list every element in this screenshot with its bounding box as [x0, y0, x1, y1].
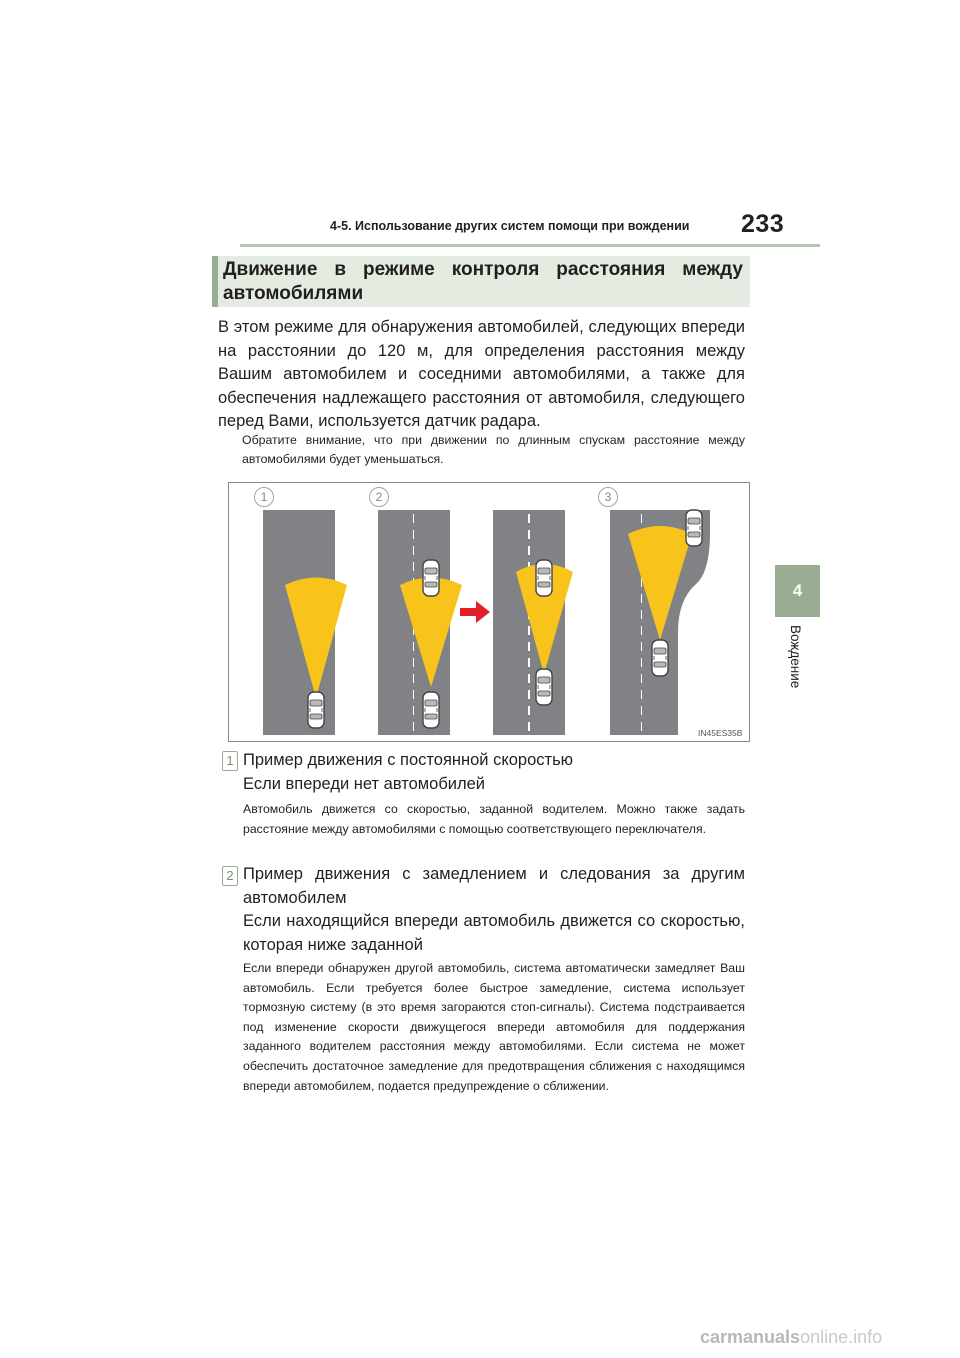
- item-2-title-line: Пример движения с замедлением и следования за другим автомобилем: [243, 865, 745, 907]
- item-1-number: 1: [222, 751, 238, 771]
- chapter-label: [785, 625, 811, 700]
- intro-paragraph: В этом режиме для обнаружения автомобилей, следующих впереди на расстоянии до 120 м, для определения расстояния между Вашим автомобилем и соседними автомобилями, а также для обеспечения надлежащего расстояния от автомобиля, следующего перед Вами, используется датчик радара.: [218, 318, 745, 430]
- watermark-part1: carmanuals: [700, 1327, 801, 1347]
- chapter-tab[interactable]: 4: [775, 565, 820, 617]
- item-2-title-line: Если находящийся впереди автомобиль движется со скоростью, которая ниже заданной: [243, 912, 745, 954]
- callout-3: 3: [598, 487, 618, 507]
- own-car: [652, 640, 668, 676]
- header-section-title: 4-5. Использование других систем помощи при вождении: [330, 219, 690, 233]
- own-car: [536, 669, 552, 705]
- section-heading-accent: [212, 256, 218, 307]
- page-number: 233: [741, 210, 785, 238]
- item-1-body: Автомобиль движется со скоростью, заданной водителем. Можно также задать расстояние между автомобилями с помощью соответствующего переключателя.: [243, 802, 745, 836]
- watermark: [700, 1327, 882, 1348]
- own-car: [423, 692, 439, 728]
- chapter-label-text: Вождение: [788, 625, 803, 689]
- callout-2: 2: [369, 487, 389, 507]
- radar-illustration-svg: [228, 482, 750, 742]
- scene-2: [378, 510, 462, 735]
- watermark-part2: online.info: [800, 1327, 883, 1347]
- own-car: [308, 692, 324, 728]
- item-2-number: 2: [222, 866, 238, 886]
- scene-3-follow: [493, 510, 573, 735]
- callout-1: 1: [254, 487, 274, 507]
- item-1-title: [243, 748, 743, 796]
- lane-marking: [528, 510, 530, 735]
- cutoff-car: [686, 510, 702, 546]
- item-1-title-line: Если впереди нет автомобилей: [243, 775, 486, 793]
- lead-car: [423, 560, 439, 596]
- scene-1: [263, 510, 347, 735]
- header-divider: [240, 244, 820, 247]
- figure-code: IN45ES35B: [698, 728, 743, 738]
- section-title: Движение в режиме контроля расстояния между автомобилями: [223, 259, 743, 304]
- item-2-title: [243, 863, 745, 957]
- section-heading: [212, 256, 750, 307]
- item-1-title-line: Пример движения с постоянной скоростью: [243, 751, 574, 769]
- radar-illustration: [228, 482, 750, 742]
- item-2-body: Если впереди обнаружен другой автомобиль, система автоматически замедляет Ваш автомобиль. Если требуется более быстрое замедление, система использует тормозную систему (в это время загораются стоп-сигналы). Система подстраивается под изменение скорости движущегося впереди автомобиля для поддержания заданного водителем расстояния между автомобилями. Если система не может обеспечить достаточное замедление для предотвращения сближения с находящимся впереди автомобилем, подается предупреждение о сближении.: [243, 961, 745, 1093]
- lead-car: [536, 560, 552, 596]
- note-paragraph: Обратите внимание, что при движении по длинным спускам расстояние между автомобилями будет уменьшаться.: [242, 433, 745, 466]
